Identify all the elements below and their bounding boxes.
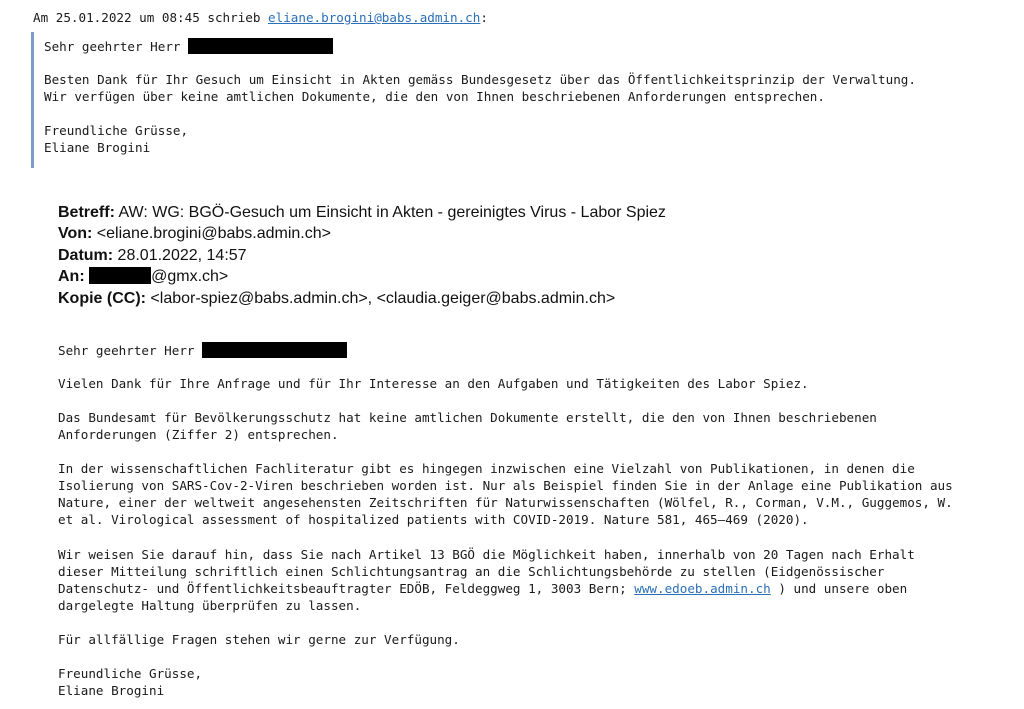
date-row [58, 245, 666, 266]
body-p4-l3-prefix: Datenschutz- und Öffentlichkeitsbeauftragter EDÖB, Feldeggweg 1, 3003 Bern; [58, 581, 635, 596]
body-closing: Freundliche Grüsse, [58, 666, 203, 681]
from-row [58, 223, 666, 244]
edoeb-website-link[interactable]: www.edoeb.admin.ch [634, 581, 771, 596]
body-paragraph-4-line-3 [58, 581, 907, 598]
to-value: @gmx.ch> [151, 268, 229, 286]
body-paragraph-4-line-2: dieser Mitteilung schriftlich einen Schlichtungsantrag an die Schlichtungsbehörde zu stellen (Eidgenössischer [58, 564, 885, 579]
body-paragraph-4-line-4: dargelegte Haltung überprüfen zu lassen. [58, 598, 362, 613]
redaction-bar [89, 267, 151, 284]
body-paragraph-5: Für allfällige Fragen stehen wir gerne zur Verfügung. [58, 632, 460, 647]
redaction-bar [202, 342, 347, 358]
quoted-salutation-text: Sehr geehrter Herr [44, 39, 189, 54]
quoted-message [31, 32, 1001, 168]
quoted-closing: Freundliche Grüsse, [44, 123, 189, 138]
redaction-bar [188, 38, 333, 54]
quote-intro-colon: : [480, 10, 488, 25]
body-paragraph-2-line-2: Anforderungen (Ziffer 2) entsprechen. [58, 427, 339, 442]
quoted-line-1: Besten Dank für Ihr Gesuch um Einsicht in Akten gemäss Bundesgesetz über das Öffentlichkeitsprinzip der Verwaltung. [44, 72, 916, 87]
body-paragraph-3-line-1: In der wissenschaftlichen Fachliteratur gibt es hingegen inzwischen eine Vielzahl von Publikationen, in denen die [58, 461, 915, 476]
body-salutation-text: Sehr geehrter Herr [58, 343, 203, 358]
body-paragraph-4-line-1: Wir weisen Sie darauf hin, dass Sie nach Artikel 13 BGÖ die Möglichkeit haben, innerhalb von 20 Tagen nach Erhalt [58, 547, 915, 562]
quote-intro [33, 10, 488, 27]
to-row [58, 266, 666, 287]
body-paragraph-3-line-3: Nature, einer der weltweit angesehensten Zeitschriften für Naturwissenschaften (Wölfel, R., Corman, V.M., Guggemos, W. [58, 495, 953, 510]
body-paragraph-2-line-1: Das Bundesamt für Bevölkerungsschutz hat keine amtlichen Dokumente erstellt, die den von Ihnen beschriebenen [58, 410, 877, 425]
quoted-signature: Eliane Brogini [44, 140, 151, 155]
message-headers [58, 202, 666, 309]
cc-row [58, 288, 666, 309]
body-paragraph-3-line-4: et al. Virological assessment of hospitalized patients with COVID-2019. Nature 581, 465–469 (2020). [58, 512, 809, 527]
subject-value: AW: WG: BGÖ-Gesuch um Einsicht in Akten - gereinigtes Virus - Labor Spiez [114, 204, 666, 221]
subject-label: Betreff: [58, 204, 115, 221]
body-signature: Eliane Brogini [58, 683, 165, 698]
quoted-salutation [44, 38, 333, 56]
sender-email-link[interactable]: eliane.brogini@babs.admin.ch [268, 10, 481, 25]
quoted-line-2: Wir verfügen über keine amtlichen Dokumente, die den von Ihnen beschriebenen Anforderungen entsprechen. [44, 89, 825, 104]
from-value: <eliane.brogini@babs.admin.ch> [92, 225, 331, 243]
quote-intro-text: Am 25.01.2022 um 08:45 schrieb [33, 10, 269, 25]
body-p4-l3-suffix: ) und unsere oben [770, 581, 908, 596]
body-paragraph-3-line-2: Isolierung von SARS-Cov-2-Viren beschrieben worden ist. Nur als Beispiel finden Sie in der Anlage eine Publikation aus [58, 478, 953, 493]
from-label: Von: [58, 225, 93, 243]
date-label: Datum: [58, 246, 114, 264]
to-label: An: [58, 268, 85, 286]
cc-value: <labor-spiez@babs.admin.ch>, <claudia.geiger@babs.admin.ch> [145, 289, 616, 307]
date-value: 28.01.2022, 14:57 [113, 246, 247, 264]
subject-row [58, 202, 666, 223]
body-salutation [58, 342, 347, 360]
body-paragraph-1: Vielen Dank für Ihre Anfrage und für Ihr Interesse an den Aufgaben und Tätigkeiten des Labor Spiez. [58, 376, 809, 391]
cc-label: Kopie (CC): [58, 289, 146, 307]
